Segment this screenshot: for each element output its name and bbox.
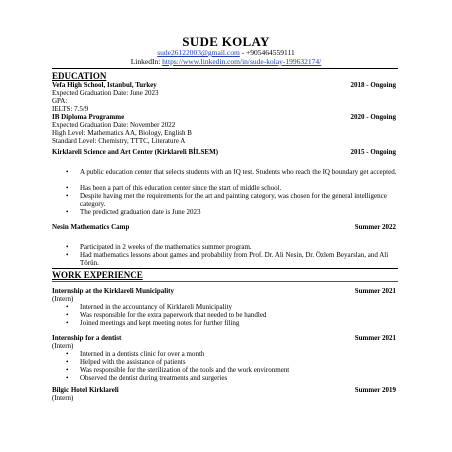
- bullet-icon: •: [66, 208, 69, 216]
- nesin-bullet-1: Participated in 2 weeks of the mathematics summer program.: [80, 243, 252, 251]
- bilsem-dates: 2015 - Ongoing: [350, 148, 396, 156]
- municipality-type: (Intern): [52, 295, 74, 303]
- dentist-bullet-4: Observed the dentist during treatments and surgeries: [80, 374, 228, 382]
- education-heading: EDUCATION: [52, 71, 107, 81]
- vefa-graduation: Expected Graduation Date: June 2023: [52, 89, 159, 97]
- vefa-ielts: IELTS: 7.5/9: [52, 105, 89, 113]
- nesin-bullet-2: Had mathematics lessons about games and probability from Prof. Dr. Ali Nesin, Dr. Özlem Beyarslan, and Ali Törün.: [80, 251, 389, 267]
- ib-high-level: High Level: Mathematics AA, Biology, English B: [52, 129, 192, 137]
- bilsem-bullet-3: Despite having met the requirements for the art and painting category, was chosen for the general intelligence category.: [80, 192, 387, 208]
- email-link[interactable]: sude26122003@gmail.com: [157, 48, 240, 57]
- bullet-icon: •: [66, 303, 69, 311]
- phone-number: +905464559111: [246, 48, 295, 57]
- nesin-school: Nesin Mathematics Camp: [52, 223, 130, 231]
- municipality-bullet-3: Joined meetings and kept meeting notes for further filing: [80, 319, 240, 327]
- bullet-icon: •: [66, 358, 69, 366]
- municipality-dates: Summer 2021: [354, 287, 396, 295]
- bilsem-bullet-4: The predicted graduation date is June 2023: [80, 208, 201, 216]
- bullet-icon: •: [66, 319, 69, 327]
- vefa-gpa: GPA:: [52, 97, 68, 105]
- nesin-dates: Summer 2022: [354, 223, 396, 231]
- bullet-icon: •: [66, 184, 69, 192]
- ib-standard-level: Standard Level: Chemistry, TTTC, Literature A: [52, 137, 186, 145]
- dentist-bullet-1: Interned in a dentists clinic for over a month: [80, 350, 205, 358]
- bullet-icon: •: [66, 251, 69, 259]
- contact-line: [0, 48, 452, 57]
- dentist-bullet-2: Helped with the assistance of patients: [80, 358, 186, 366]
- contact-block: [0, 48, 452, 66]
- dentist-type: (Intern): [52, 342, 74, 350]
- bullet-icon: •: [66, 350, 69, 358]
- bilsem-bullet-2: Has been a part of this education center since the start of middle school.: [80, 184, 282, 192]
- linkedin-link[interactable]: https://www.linkedin.com/in/sude-kolay-199632174/: [162, 57, 322, 66]
- dentist-dates: Summer 2021: [354, 334, 396, 342]
- vefa-dates: 2018 - Ongoing: [350, 81, 396, 89]
- hotel-type: (Intern): [52, 394, 74, 402]
- hotel-dates: Summer 2019: [354, 386, 396, 394]
- work-divider-top: [52, 268, 398, 269]
- bullet-icon: •: [66, 192, 69, 200]
- bullet-icon: •: [66, 168, 69, 176]
- municipality-bullet-2: Was responsible for the extra paperwork that needed to be handled: [80, 311, 267, 319]
- linkedin-label: LinkedIn:: [130, 57, 163, 66]
- dentist-bullet-3: Was responsible for the sterilization of the tools and the work environment: [80, 366, 290, 374]
- municipality-role: Internship at the Kirklareli Municipality: [52, 287, 174, 295]
- contact-separator: -: [239, 48, 247, 57]
- municipality-bullet-1: Interned in the accountancy of Kirklareli Municipality: [80, 303, 233, 311]
- header-divider: [52, 68, 398, 69]
- linkedin-line: [0, 57, 452, 66]
- work-divider: [52, 281, 398, 282]
- bilsem-school: Kirklareli Science and Art Center (Kirklareli BİLSEM): [52, 148, 219, 156]
- hotel-role: Bilgic Hotel Kirklareli: [52, 386, 119, 394]
- bullet-icon: •: [66, 374, 69, 382]
- ib-graduation: Expected Graduation Date: November 2022: [52, 121, 176, 129]
- bilsem-bullet-1: A public education center that selects students with an IQ test. Students who reach the IQ boundary get accepted.: [80, 168, 397, 176]
- bullet-icon: •: [66, 366, 69, 374]
- ib-program: IB Diploma Programme: [52, 113, 125, 121]
- ib-dates: 2020 - Ongoing: [350, 113, 396, 121]
- bullet-icon: •: [66, 243, 69, 251]
- resume-name: SUDE KOLAY: [182, 34, 270, 49]
- work-heading: WORK EXPERIENCE: [52, 270, 143, 280]
- vefa-school: Vefa High School, Istanbul, Turkey: [52, 81, 157, 89]
- bullet-icon: •: [66, 311, 69, 319]
- dentist-role: Internship for a dentist: [52, 334, 122, 342]
